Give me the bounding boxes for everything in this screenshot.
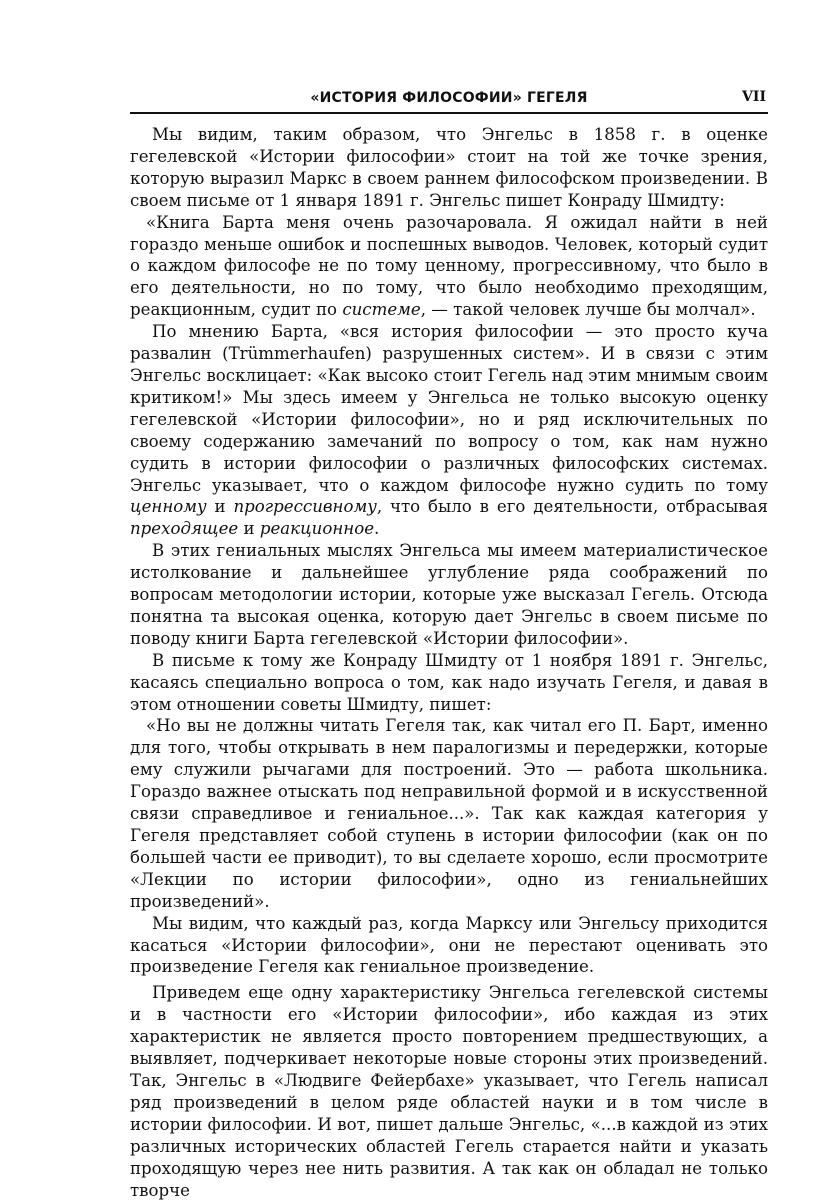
paragraph-5: В письме к тому же Конраду Шмидту от 1 ноября 1891 г. Энгельс, касаясь специально вопроса о том, как надо изучать Гегеля, и давая в этом отношении советы Шмидту, пишет: <box>130 650 768 714</box>
paragraph-1: Мы видим, таким образом, что Энгельс в 1858 г. в оценке гегелевской «Истории философии» стоит на той же точке зрения, которую выразил Маркс в своем раннем философском произведении. В своем письме от 1 января 1891 г. Энгельс пишет Конраду Шмидту: <box>130 125 768 210</box>
header-rule <box>130 112 768 114</box>
paragraph-2-quote: «Книга Барта меня очень разочаровала. Я ожидал найти в ней гораздо меньше ошибок и поспешных выводов. Человек, который судит о каждом философе не по тому ценному, прогрессивному, что было в его деятельности, но по тому, что было необходимо преходящим, реакционным, судит по системе, — такой человек лучше бы молчал». <box>130 212 768 320</box>
paragraph-8: Приведем еще одну характеристику Энгельса гегелевской системы и в частности его «Истории философии», ибо каждая из этих характеристик не является просто повторением предшествующих, а выявляет, подчеркивает некоторые новые стороны этих произведений. Так, Энгельс в «Людвиге Фейербахе» указывает, что Гегель написал ряд произведений в целом ряде областей науки и в том числе в истории философии. И вот, пишет дальше Энгельс, «...в каждой из этих различных исторических областей Гегель старается найти и указать проходящую через нее нить развития. А так как он обладал не только творче <box>130 983 768 1200</box>
paragraph-4: В этих гениальных мыслях Энгельса мы имеем материалистическое истолкование и дальнейшее углубление ряда соображений по вопросам методологии истории, которые уже высказал Гегель. Отсюда понятна та высокая оценка, которую дает Энгельс в своем письме по поводу книги Барта гегелевской «Истории философии». <box>130 541 768 648</box>
paragraph-6-quote: «Но вы не должны читать Гегеля так, как читал его П. Барт, именно для того, чтобы открывать в нем паралогизмы и передержки, которые ему служили рычагами для построений. Это — работа школьника. Гораздо важнее отыскать под неправильной формой и в искусственной связи справедливое и гениальное...». Так как каждая категория у Гегеля представляет собой ступень в истории философии (как он по большей части ее приводит), то вы сделаете хорошо, если просмотрите «Лекции по истории философии», одно из гениальнейших произведений». <box>130 716 768 911</box>
paragraph-7: Мы видим, что каждый раз, когда Марксу или Энгельсу приходится касаться «Истории философии», они не перестают оценивать это произведение Гегеля как гениальное произведение. <box>130 913 768 977</box>
emphasis-prehodyashchee: преходящее <box>130 519 239 539</box>
page-number: VII <box>742 89 766 105</box>
emphasis-sisteme: системе <box>342 300 421 320</box>
emphasis-reakcionnoe: реакционное <box>259 519 375 539</box>
body-text <box>130 124 768 1201</box>
running-title: «ИСТОРИЯ ФИЛОСОФИИ» ГЕГЕЛЯ <box>310 90 588 106</box>
emphasis-progressivnomu: прогрессивному <box>233 497 377 517</box>
paragraph-3: По мнению Барта, «вся история философии — это просто куча развалин (Trümmerhaufen) разрушенных систем». И в связи с этим Энгельс восклицает: «Как высоко стоит Гегель над этим мнимым своим критиком!» Мы здесь имеем у Энгельса не только высокую оценку гегелевской «Истории философии», но и ряд исключительных по своему содержанию замечаний по вопросу о том, как нам нужно судить в истории философии о различных философских системах. Энгельс указывает, что о каждом философе нужно судить по тому ценному и прогрессивному, что было в его деятельности, отбрасывая преходящее и реакционное. <box>130 322 768 539</box>
page-header <box>130 88 768 112</box>
emphasis-cennomu: ценному <box>130 497 207 517</box>
